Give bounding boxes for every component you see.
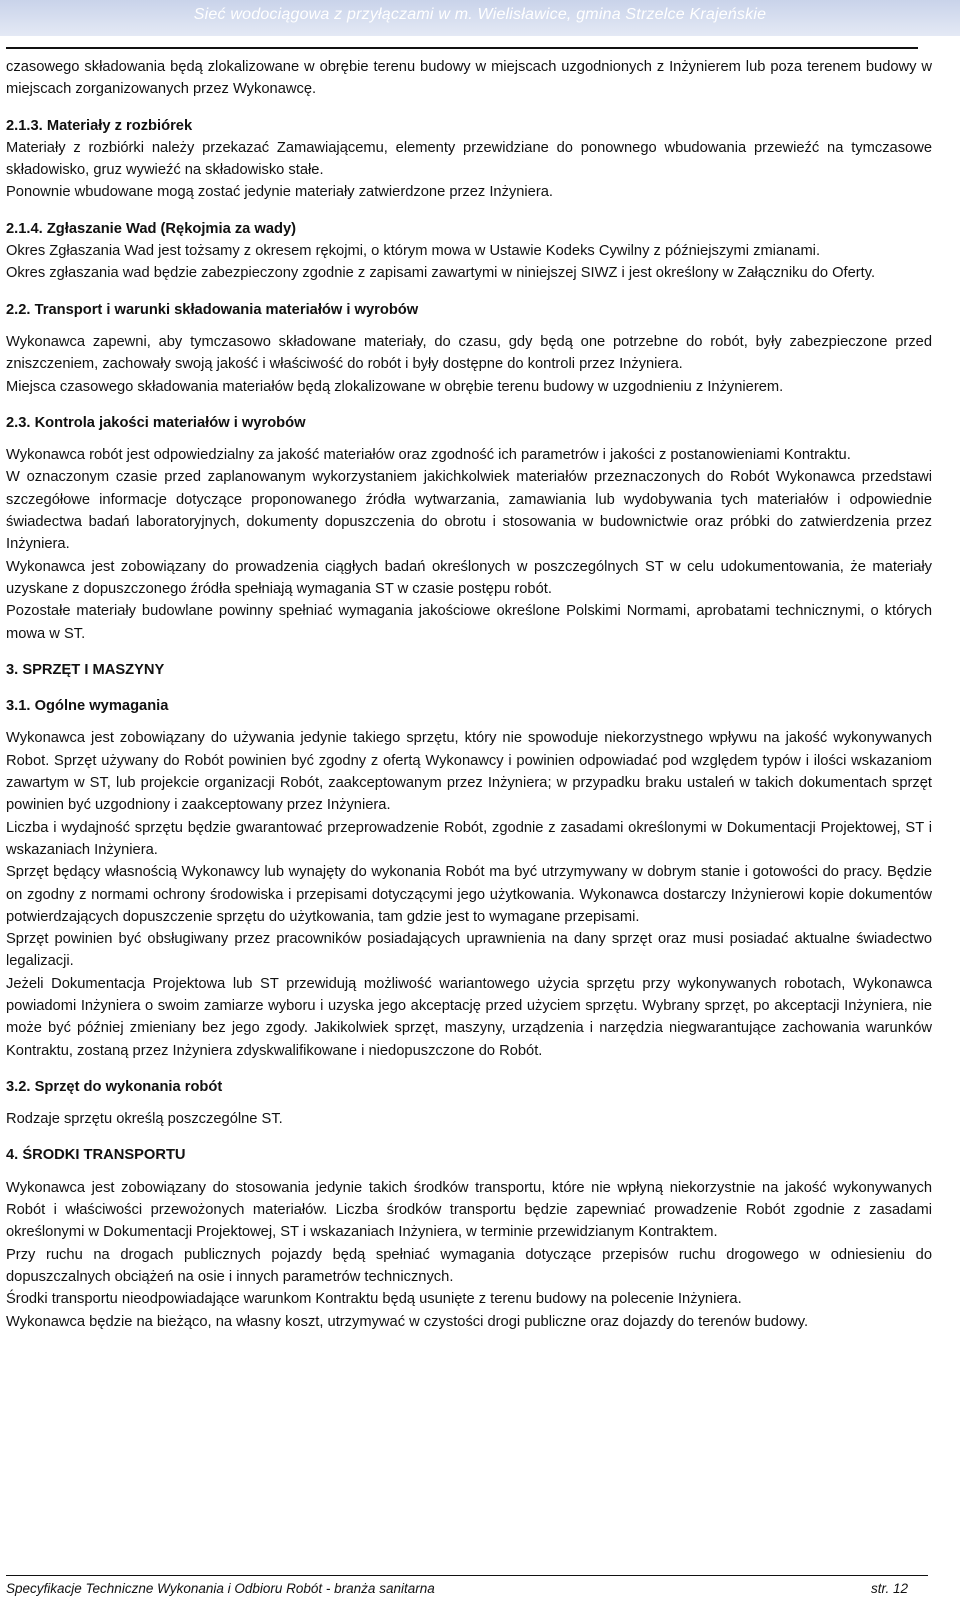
document-body [6, 56, 932, 1333]
paragraph: Przy ruchu na drogach publicznych pojazdy będą spełniać wymagania dotyczące przepisów ruchu drogowego w odniesieniu do dopuszczalnych obciążeń na osie i innych parametrów technicznych. [6, 1246, 932, 1285]
footer-divider [6, 1575, 928, 1576]
paragraph: Miejsca czasowego składowania materiałów będą zlokalizowane w obrębie terenu budowy w uzgodnieniu z Inżynierem. [6, 378, 784, 395]
paragraph: Pozostałe materiały budowlane powinny spełniać wymagania jakościowe określone Polskimi Normami, aprobatami technicznymi, o których mowa w ST. [6, 603, 932, 642]
page-header [0, 0, 960, 36]
paragraph: Ponownie wbudowane mogą zostać jedynie materiały zatwierdzone przez Inżyniera. [6, 184, 553, 201]
section-heading: 2.1.4. Zgłaszanie Wad (Rękojmia za wady) [6, 220, 297, 237]
paragraph: Rodzaje sprzętu określą poszczególne ST. [6, 1111, 283, 1128]
section-heading: 3.1. Ogólne wymagania [6, 698, 169, 715]
page-number: str. 12 [870, 1581, 908, 1596]
chapter-heading: 4. ŚRODKI TRANSPORTU [6, 1147, 186, 1164]
paragraph: Liczba i wydajność sprzętu będzie gwarantować przeprowadzenie Robót, zgodnie z zasadami określonymi w Dokumentacji Projektowej, ST i wskazaniach Inżyniera. [6, 819, 932, 858]
paragraph: W oznaczonym czasie przed zaplanowanym wykorzystaniem jakichkolwiek materiałów przeznaczonych do Robót Wykonawca przedstawi szczegółowe informacje dotyczące proponowanego źródła wytwarzania, zamawiania lub wydobywania tych materiałów i odpowiednie świadectwa badań laboratoryjnych, dokumenty dopuszczenia do obrotu i stosowania w budownictwie oraz próbki do zatwierdzenia przez Inżyniera. [6, 469, 932, 553]
paragraph: Wykonawca jest zobowiązany do prowadzenia ciągłych badań określonych w poszczególnych ST w celu udokumentowania, że materiały uzyskane z dopuszczonego źródła spełniają wymagania ST w czasie postępu robót. [6, 558, 932, 597]
paragraph: czasowego składowania będą zlokalizowane w obrębie terenu budowy w miejscach uzgodnionych z Inżynierem lub poza terenem budowy w miejscach zorganizowanych przez Wykonawcę. [6, 59, 932, 98]
footer-document-name: Specyfikacje Techniczne Wykonania i Odbioru Robót - branża sanitarna [6, 1581, 435, 1596]
paragraph: Wykonawca jest zobowiązany do stosowania jedynie takich środków transportu, które nie wpłyną niekorzystnie na jakość wykonywanych Robót i właściwości przewożonych materiałów. Liczba środków transportu będzie zapewniać prowadzenie Robót zgodnie z zasadami określonymi w Dokumentacji Projektowej, ST i wskazaniach Inżyniera, w terminie przewidzianym Kontraktem. [6, 1179, 932, 1241]
paragraph: Wykonawca robót jest odpowiedzialny za jakość materiałów oraz zgodność ich parametrów i jakości z postanowieniami Kontraktu. [6, 447, 851, 464]
paragraph: Okres Zgłaszania Wad jest tożsamy z okresem rękojmi, o którym mowa w Ustawie Kodeks Cywilny z późniejszymi zmianami. [6, 243, 821, 260]
section-heading: 3.2. Sprzęt do wykonania robót [6, 1078, 223, 1095]
chapter-heading: 3. SPRZĘT I MASZYNY [6, 661, 165, 678]
paragraph: Środki transportu nieodpowiadające warunkom Kontraktu będą usunięte z terenu budowy na polecenie Inżyniera. [6, 1291, 742, 1308]
section-heading: 2.1.3. Materiały z rozbiórek [6, 117, 193, 134]
paragraph: Materiały z rozbiórki należy przekazać Zamawiającemu, elementy przewidziane do ponownego wbudowania przewieźć na tymczasowe składowisko, gruz wywieźć na składowisko stałe. [6, 139, 932, 179]
paragraph: Wykonawca jest zobowiązany do używania jedynie takiego sprzętu, który nie spowoduje niekorzystnego wpływu na jakość wykonywanych Robot. Sprzęt używany do Robót powinien być zgodny z ofertą Wykonawcy i powinien odpowiadać pod względem typów i ilości wskazaniom zawartym w ST, lub projekcie organizacji Robót, zaakceptowanym przez Inżyniera; w przypadku braku ustaleń w takich dokumentach sprzęt powinien być uzgodniony i zaakceptowany przez Inżyniera. [6, 730, 932, 814]
paragraph: Sprzęt powinien być obsługiwany przez pracowników posiadających uprawnienia na dany sprzęt oraz musi posiadać aktualne świadectwo legalizacji. [6, 931, 932, 970]
paragraph: Wykonawca zapewni, aby tymczasowo składowane materiały, do czasu, gdy będą one potrzebne do robót, były zabezpieczone przed zniszczeniem, zachowały swoją jakość i właściwość do robót i były dostępne do kontroli przez Inżyniera. [6, 333, 932, 373]
document-title: Sieć wodociągowa z przyłączami w m. Wielisławice, gmina Strzelce Krajeńskie [193, 6, 767, 23]
paragraph: Wykonawca będzie na bieżąco, na własny koszt, utrzymywać w czystości drogi publiczne oraz dojazdy do terenów budowy. [6, 1313, 809, 1330]
paragraph: Okres zgłaszania wad będzie zabezpieczony zgodnie z zapisami zawartymi w niniejszej SIWZ i jest określony w Załączniku do Oferty. [6, 265, 876, 282]
section-heading: 2.2. Transport i warunki składowania materiałów i wyrobów [6, 301, 419, 318]
paragraph: Jeżeli Dokumentacja Projektowa lub ST przewidują możliwość wariantowego użycia sprzętu przy wykonywanych robotach, Wykonawca powiadomi Inżyniera o swoim zamiarze wyboru i uzyska jego akceptację przed użyciem sprzętu. Wybrany sprzęt, po akceptacji Inżyniera, nie może być później zmieniany bez jego zgody. Jakikolwiek sprzęt, maszyny, urządzenia i narzędzia niegwarantujące zachowania warunków Kontraktu, zostaną przez Inżyniera zdyskwalifikowane i niedopuszczone do Robót. [6, 975, 932, 1059]
paragraph: Sprzęt będący własnością Wykonawcy lub wynajęty do wykonania Robót ma być utrzymywany w dobrym stanie i gotowości do pracy. Będzie on zgodny z normami ochrony środowiska i przepisami dotyczącymi jego użytkowania. Wykonawca dostarczy Inżynierowi kopie dokumentów potwierdzających dopuszczenie sprzętu do użytkowania, tam gdzie jest to wymagane przepisami. [6, 864, 932, 925]
header-divider [6, 47, 918, 49]
section-heading: 2.3. Kontrola jakości materiałów i wyrobów [6, 414, 306, 431]
